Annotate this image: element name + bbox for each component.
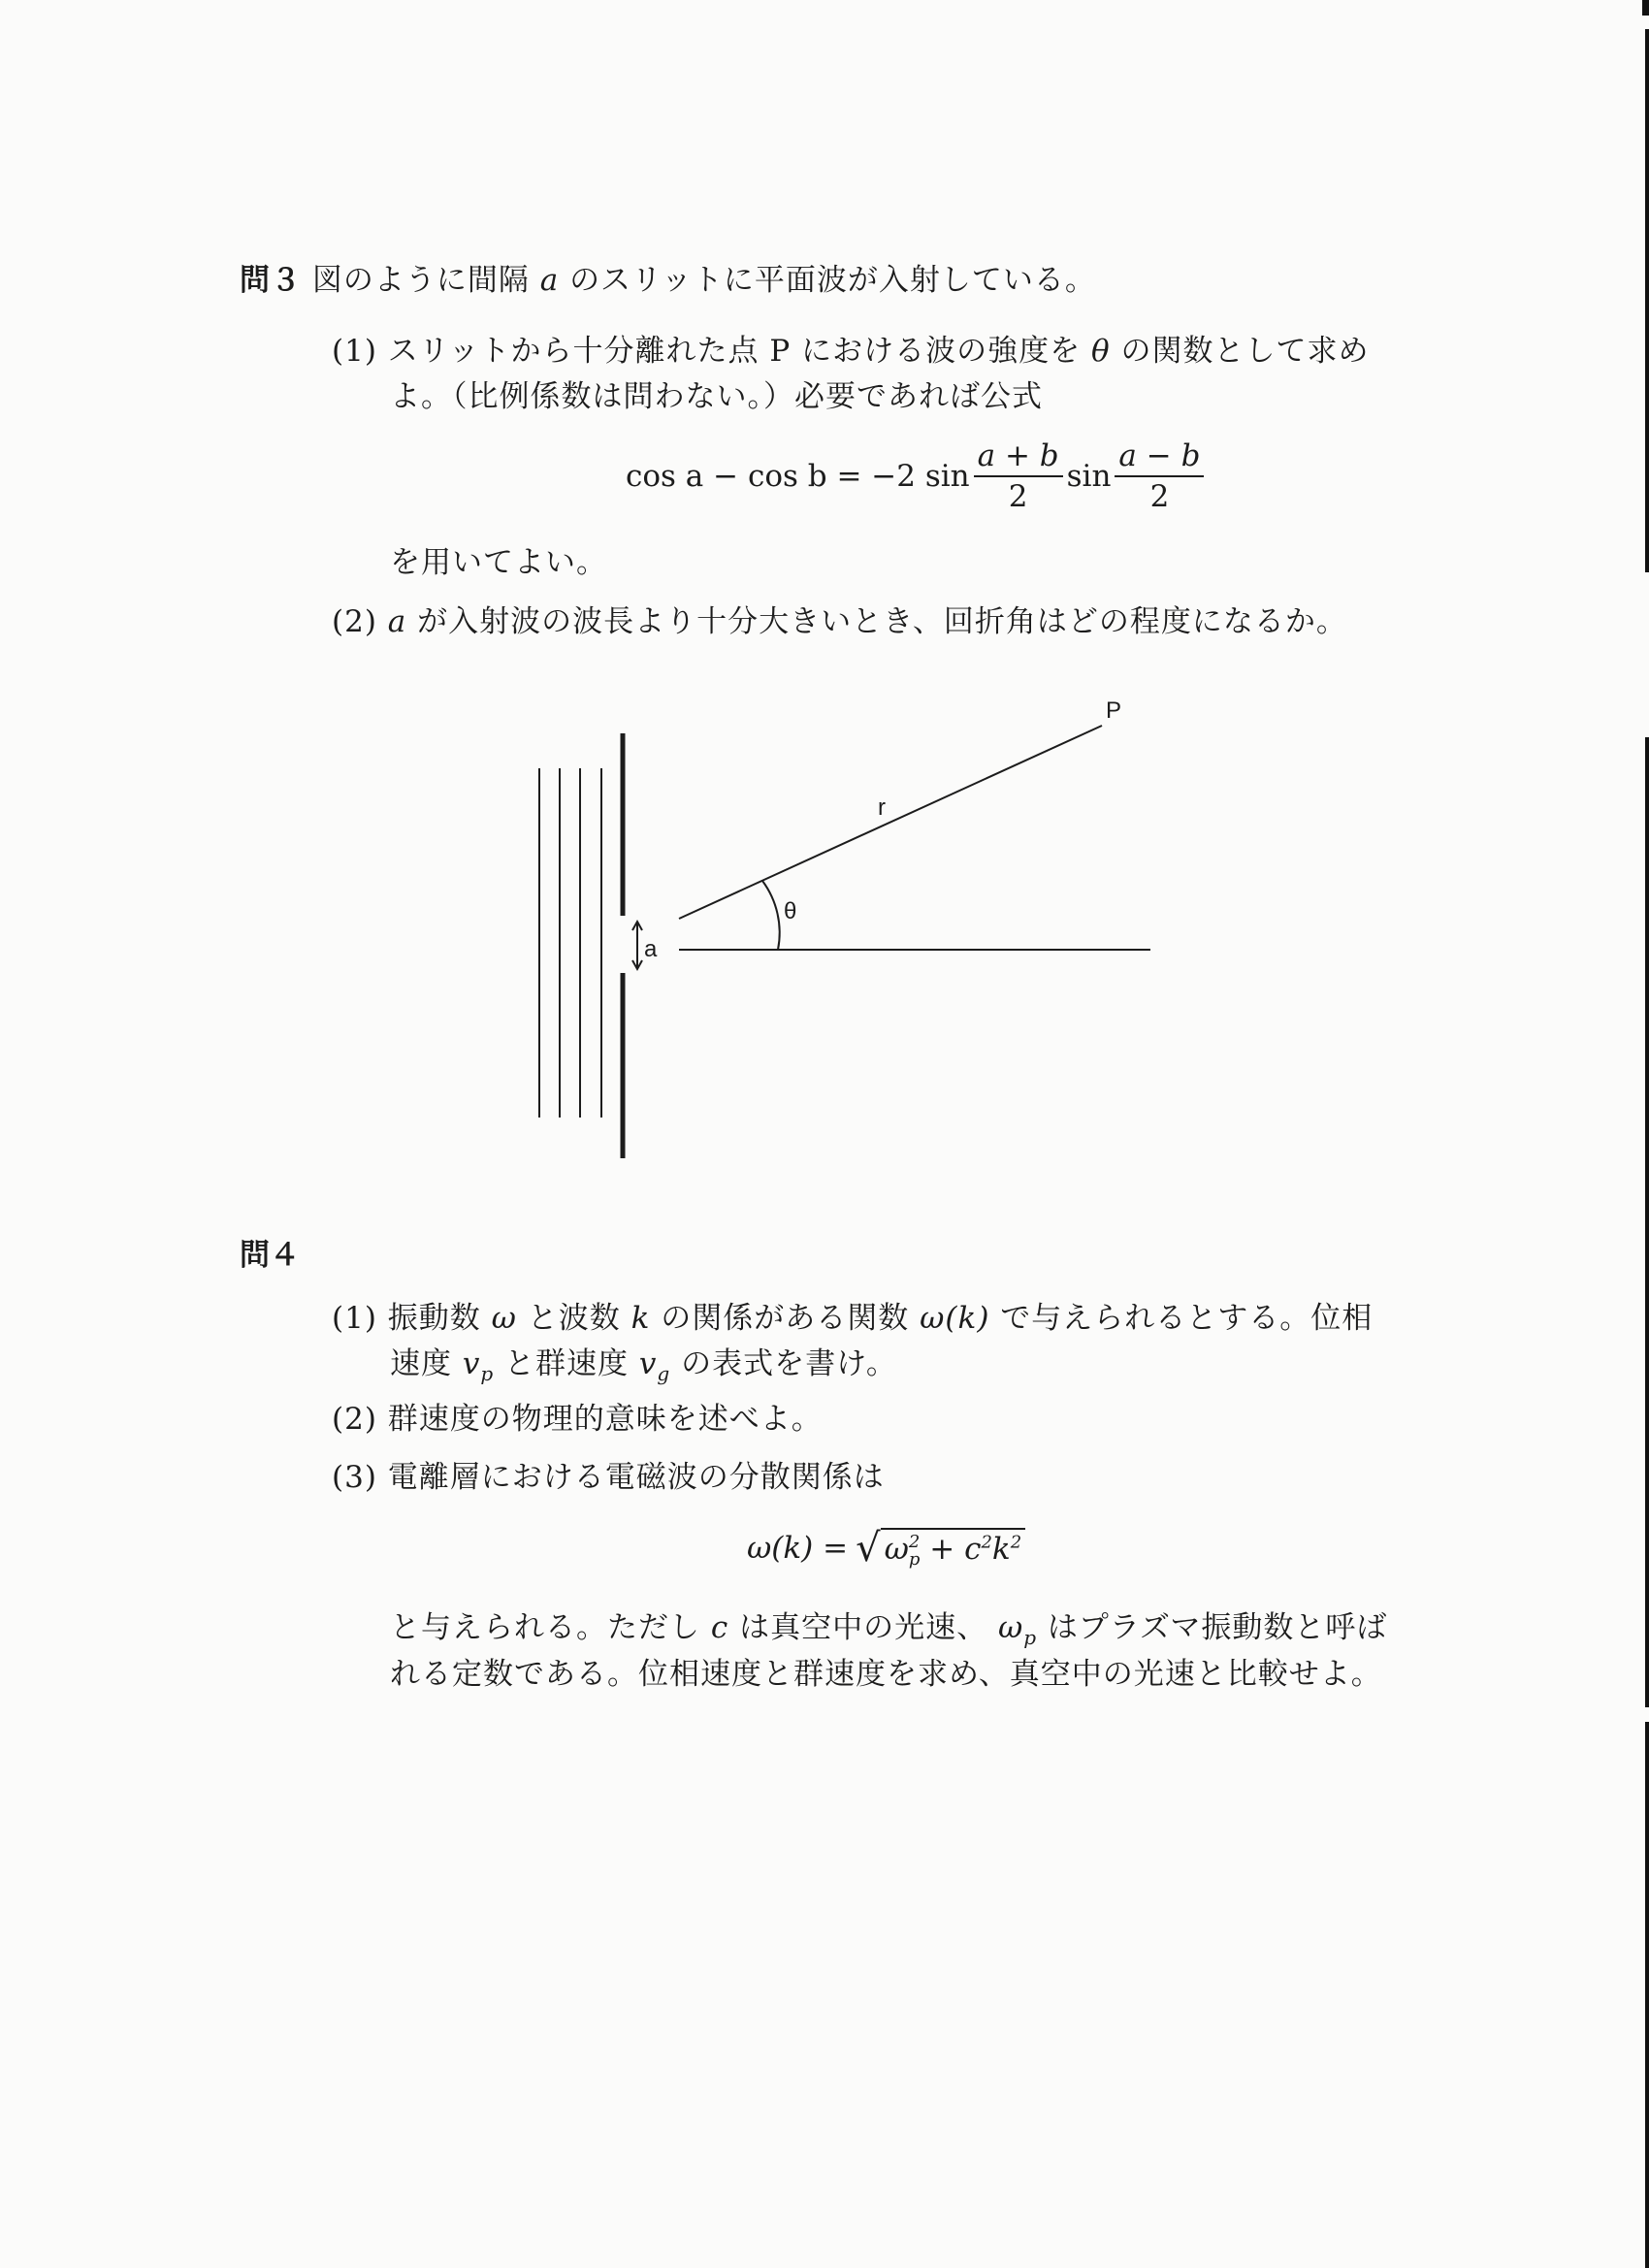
- q4-item1-text-e: 速度: [390, 1346, 452, 1381]
- q4-formula-k-sup: 2: [1010, 1532, 1022, 1553]
- q3-item2-var-a: a: [387, 604, 407, 639]
- q4-item3-omega-p-sub: p: [1023, 1626, 1038, 1650]
- q4-item1-k: k: [630, 1301, 651, 1336]
- q3-item1-text-c: の関数として求め: [1120, 334, 1370, 369]
- q4-item1-text-c: の関係がある関数: [661, 1301, 910, 1336]
- q4-formula-radicand: [881, 1528, 1026, 1569]
- q4-formula-plus-c: + c: [920, 1532, 982, 1567]
- q4-label: 問４: [240, 1238, 300, 1273]
- q3-intro-var-a: a: [539, 263, 560, 298]
- q4-item1-vg: [638, 1346, 671, 1386]
- q4-item1-text-a: 振動数: [387, 1301, 481, 1336]
- ray-to-point-p: [679, 726, 1102, 919]
- q3-intro-text-b: のスリットに平面波が入射している。: [569, 263, 1096, 298]
- q3-formula-f2-denominator: 2: [1149, 479, 1170, 514]
- q3-item1-line2: よ。（比例係数は問わない。）必要であれば公式: [390, 379, 1043, 414]
- q4-item1-omega-k: ω(k): [920, 1301, 990, 1336]
- q4-item1-vp: [462, 1346, 495, 1386]
- q3-item1-text-a: スリットから十分離れた点: [387, 334, 760, 369]
- q4-item3-text-a: と与えられる。ただし: [390, 1610, 700, 1645]
- q4-item3-omega-p: [997, 1610, 1038, 1650]
- q4-item3-text-c: はプラズマ振動数と呼ば: [1047, 1610, 1388, 1645]
- q3-formula-mid: sin: [1066, 459, 1112, 494]
- q4-item1-vg-base: v: [638, 1346, 658, 1381]
- q4-item2-number: (2): [332, 1402, 377, 1437]
- q4-item3-omega-p-base: ω: [997, 1610, 1024, 1645]
- q4-item1-omega: ω: [491, 1301, 517, 1336]
- q3-item2-text: が入射波の波長より十分大きいとき、回折角はどの程度になるか。: [417, 604, 1347, 639]
- figure-label-p: P: [1106, 697, 1122, 724]
- q4-item1-vp-sub: p: [480, 1362, 495, 1386]
- q3-item2-number: (2): [332, 604, 377, 639]
- figure-label-r: r: [878, 794, 886, 821]
- q4-item1-text-f: と群速度: [504, 1346, 630, 1381]
- q4-formula: [747, 1525, 1025, 1571]
- q4-item3-number: (3): [332, 1460, 377, 1495]
- q3-formula-f2-numerator: a − b: [1115, 437, 1204, 477]
- q4-item1-number: (1): [332, 1301, 377, 1336]
- q4-item1-text-b: と波数: [527, 1301, 621, 1336]
- figure-label-theta: θ: [784, 898, 797, 924]
- q4-formula-sqrt: [856, 1525, 1025, 1571]
- q4-item1-text-g: の表式を書け。: [681, 1346, 897, 1381]
- q4-formula-omega-sub: p: [908, 1548, 921, 1570]
- q4-item1-text-d: で与えられるとする。位相: [1000, 1301, 1374, 1336]
- q4-formula-c-sup: 2: [981, 1532, 992, 1553]
- q4-item3-line1: [332, 1455, 885, 1500]
- q3-item1-line3: を用いてよい。: [390, 545, 607, 580]
- q3-formula-lhs: cos a − cos b = −2 sin: [626, 459, 970, 494]
- q4-formula-omega: ω: [884, 1532, 909, 1567]
- q4-item1-line2: [390, 1342, 897, 1396]
- theta-angle-arc: [762, 881, 780, 950]
- q3-item1-number: (1): [332, 334, 377, 369]
- q3-item1-theta: θ: [1090, 334, 1111, 369]
- q4-item2: [332, 1397, 823, 1442]
- q4-item1-line1: [332, 1296, 1373, 1341]
- q4-formula-omega-scripts: [908, 1531, 921, 1570]
- q3-formula-f1-numerator: a + b: [974, 437, 1063, 477]
- q4-formula-lhs: ω(k) =: [747, 1530, 849, 1566]
- figure-label-a: a: [644, 936, 658, 962]
- q4-item2-text: 群速度の物理的意味を述べよ。: [387, 1402, 823, 1437]
- q4-item1-vp-base: v: [462, 1346, 481, 1381]
- q4-item1-vg-sub: g: [657, 1362, 671, 1386]
- q3-item1-point-p: P: [769, 334, 792, 369]
- q4-item3-line3: れる定数である。位相速度と群速度を求め、真空中の光速と比較せよ。: [390, 1657, 1382, 1692]
- q3-label: 問３: [240, 263, 302, 298]
- sqrt-radical-icon: √: [856, 1525, 881, 1571]
- q4-formula-k: k: [991, 1532, 1011, 1567]
- q4-item3-text-b: は真空中の光速、: [739, 1610, 988, 1645]
- q4-formula-omega-sup: 2: [908, 1531, 921, 1552]
- q3-formula-f1-denominator: 2: [1008, 479, 1028, 514]
- q4-item3-c: c: [710, 1610, 729, 1645]
- q3-item1-text-b: における波の強度を: [801, 334, 1082, 369]
- q3-intro-text-a: 図のように間隔: [311, 263, 530, 298]
- q4-item3-text: 電離層における電磁波の分散関係は: [387, 1460, 885, 1495]
